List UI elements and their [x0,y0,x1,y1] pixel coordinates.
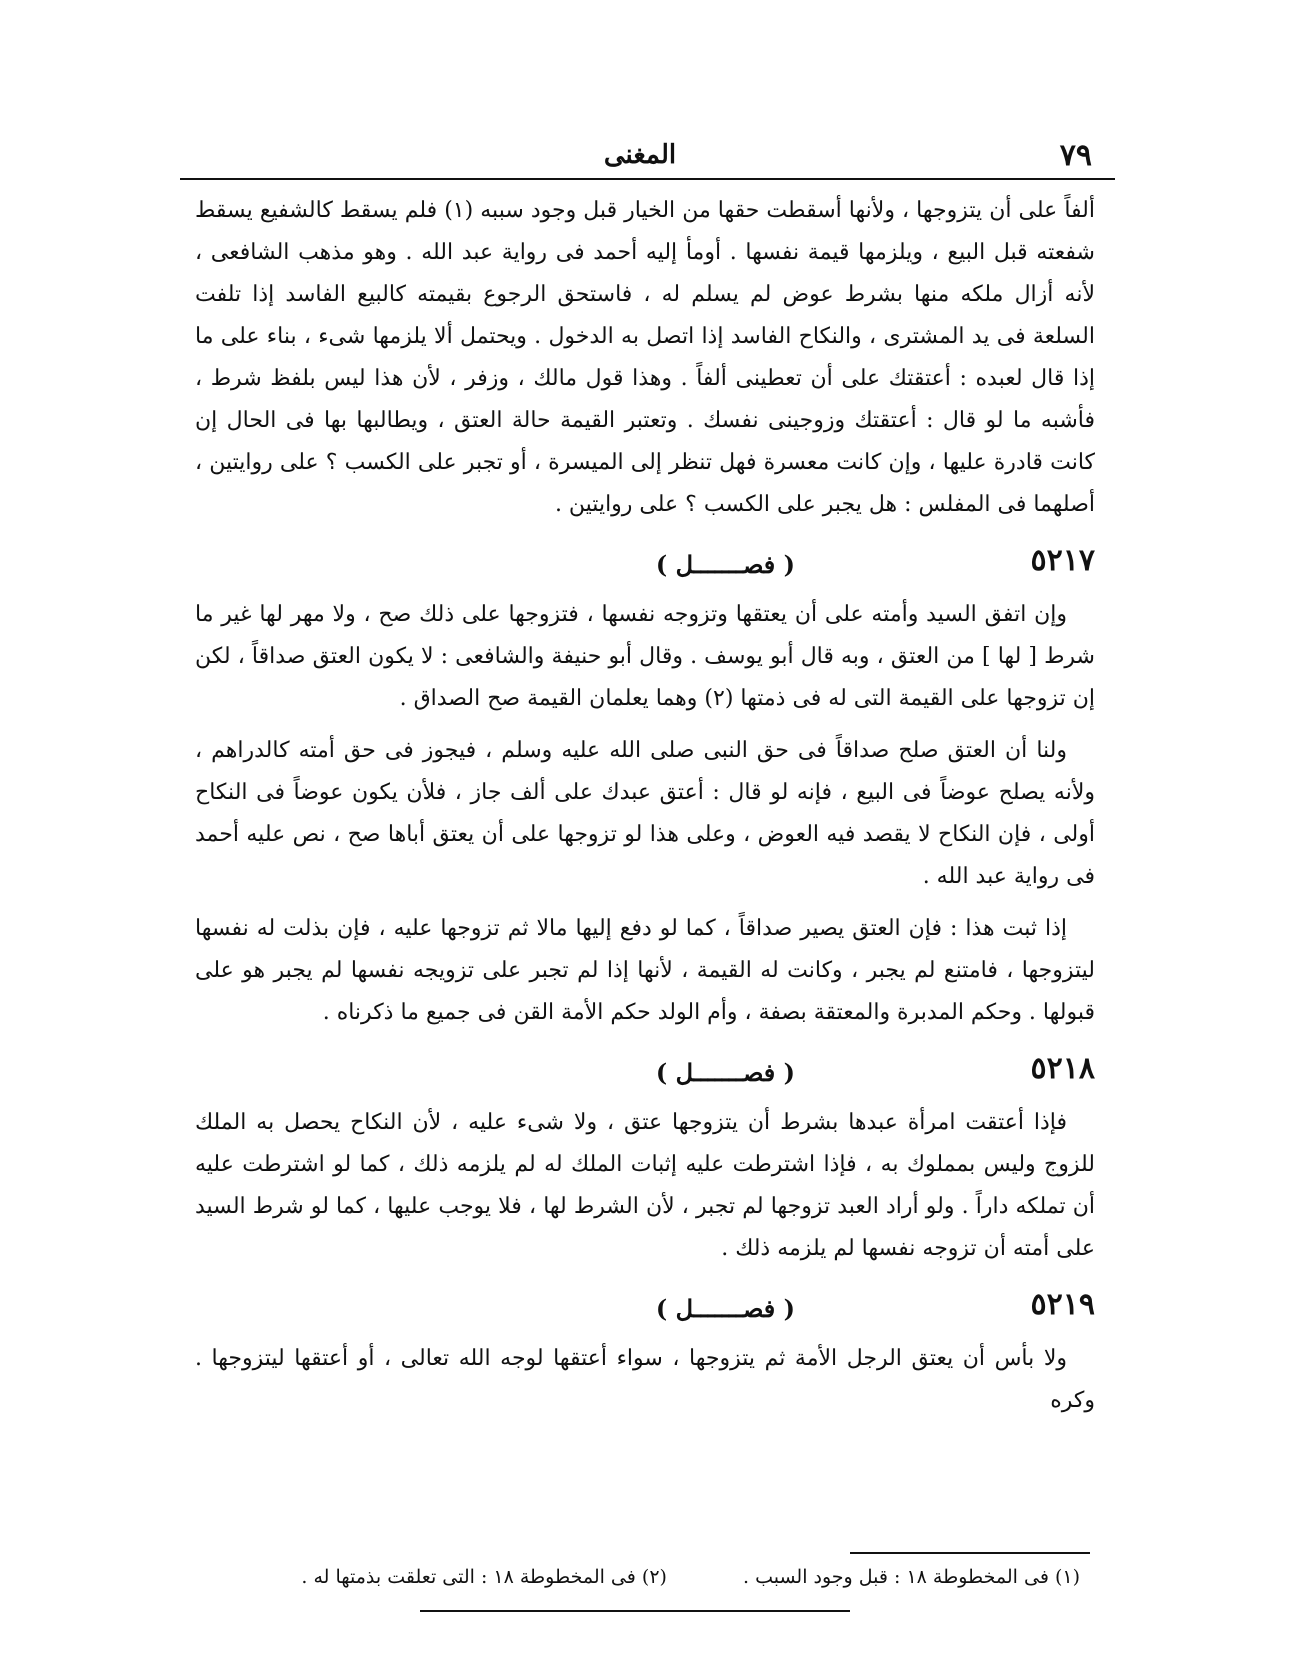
page-header [170,130,1110,182]
section-heading [195,1280,1095,1334]
main-text [195,190,1095,1432]
section-number: ٥٢١٨ [1030,1051,1095,1086]
section-title: ( فصـــــــل ) [655,550,795,579]
page-number: ٧٩ [1059,138,1092,173]
section-paragraph: إذا ثبت هذا : فإن العتق يصير صداقاً ، كما لو دفع إليها مالا ثم تزوجها عليه ، فإن بذلت له نفسها ليتزوجها ، فامتنع لم يجبر ، وكانت له القيمة ، لأنها إذا لم تجبر على تزويجه نفسها لم يجبر هو على قبولها . وحكم المدبرة والمعتقة بصفة ، وأم الولد حكم الأمة القن فى جميع ما ذكرناه . [195,916,1095,1025]
footnote: (١) فى المخطوطة ١٨ : قبل وجود السبب . [743,1566,1080,1588]
bottom-rule [420,1610,850,1612]
running-title: المغنى [603,140,677,170]
footnote-rule [850,1552,1090,1554]
section-number: ٥٢١٧ [1030,543,1095,578]
section-paragraph: وإن اتفق السيد وأمته على أن يعتقها وتزوجه نفسها ، فتزوجها على ذلك صح ، ولا مهر لها غير ما شرط [ لها ] من العتق ، وبه قال أبو يوسف . وقال أبو حنيفة والشافعى : لا يكون العتق صداقاً ، لكن إن تزوجها على القيمة التى له فى ذمتها (٢) وهما يعلمان القيمة صح الصداق . [195,602,1095,711]
footnotes [230,1560,1080,1594]
section-number: ٥٢١٩ [1030,1287,1095,1322]
section-title: ( فصـــــــل ) [655,1294,795,1323]
section-paragraph: ولا بأس أن يعتق الرجل الأمة ثم يتزوجها ، سواء أعتقها لوجه الله تعالى ، أو أعتقها ليتزوجها . وكره [195,1346,1095,1413]
footnote: (٢) فى المخطوطة ١٨ : التى تعلقت بذمتها له . [301,1566,667,1588]
section-paragraph: فإذا أعتقت امرأة عبدها بشرط أن يتزوجها عتق ، ولا شىء عليه ، لأن النكاح يحصل به الملك للزوج وليس بمملوك به ، فإذا اشترطت عليه إثبات الملك له لم يلزمه ذلك ، كما لو اشترطت عليه أن تملكه داراً . ولو أراد العبد تزوجها لم تجبر ، لأن الشرط لها ، فلا يوجب عليها ، كما لو شرط السيد على أمته أن تزوجه نفسها لم يلزمه ذلك . [195,1110,1095,1261]
section-heading [195,1044,1095,1098]
section-title: ( فصـــــــل ) [655,1058,795,1087]
section-paragraph: ولنا أن العتق صلح صداقاً فى حق النبى صلى الله عليه وسلم ، فيجوز فى حق أمته كالدراهم ، ولأنه يصلح عوضاً فى البيع ، فإنه لو قال : أعتق عبدك على ألف جاز ، فلأن يكون عوضاً فى النكاح أولى ، فإن النكاح لا يقصد فيه العوض ، وعلى هذا لو تزوجها على أن يعتق أباها صح ، نص عليه أحمد فى رواية عبد الله . [195,738,1095,889]
intro-paragraph: ألفاً على أن يتزوجها ، ولأنها أسقطت حقها من الخيار قبل وجود سببه (١) فلم يسقط كالشفيع يسقط شفعته قبل البيع ، ويلزمها قيمة نفسها . أومأ إليه أحمد فى رواية عبد الله . وهو مذهب الشافعى ، لأنه أزال ملكه منها بشرط عوض لم يسلم له ، فاستحق الرجوع بقيمته كالبيع الفاسد إذا تلفت السلعة فى يد المشترى ، والنكاح الفاسد إذا اتصل به الدخول . ويحتمل ألا يلزمها شىء ، بناء على ما إذا قال لعبده : أعتقتك على أن تعطينى ألفاً . وهذا قول مالك ، وزفر ، لأن هذا ليس بلفظ شرط ، فأشبه ما لو قال : أعتقتك وزوجينى نفسك . وتعتبر القيمة حالة العتق ، ويطالبها بها فى الحال إن كانت قادرة عليها ، وإن كانت معسرة فهل تنظر إلى الميسرة ، أو تجبر على الكسب ؟ على روايتين ، أصلهما فى المفلس : هل يجبر على الكسب ؟ على روايتين . [195,198,1095,517]
section-heading [195,536,1095,590]
header-rule [180,178,1115,180]
